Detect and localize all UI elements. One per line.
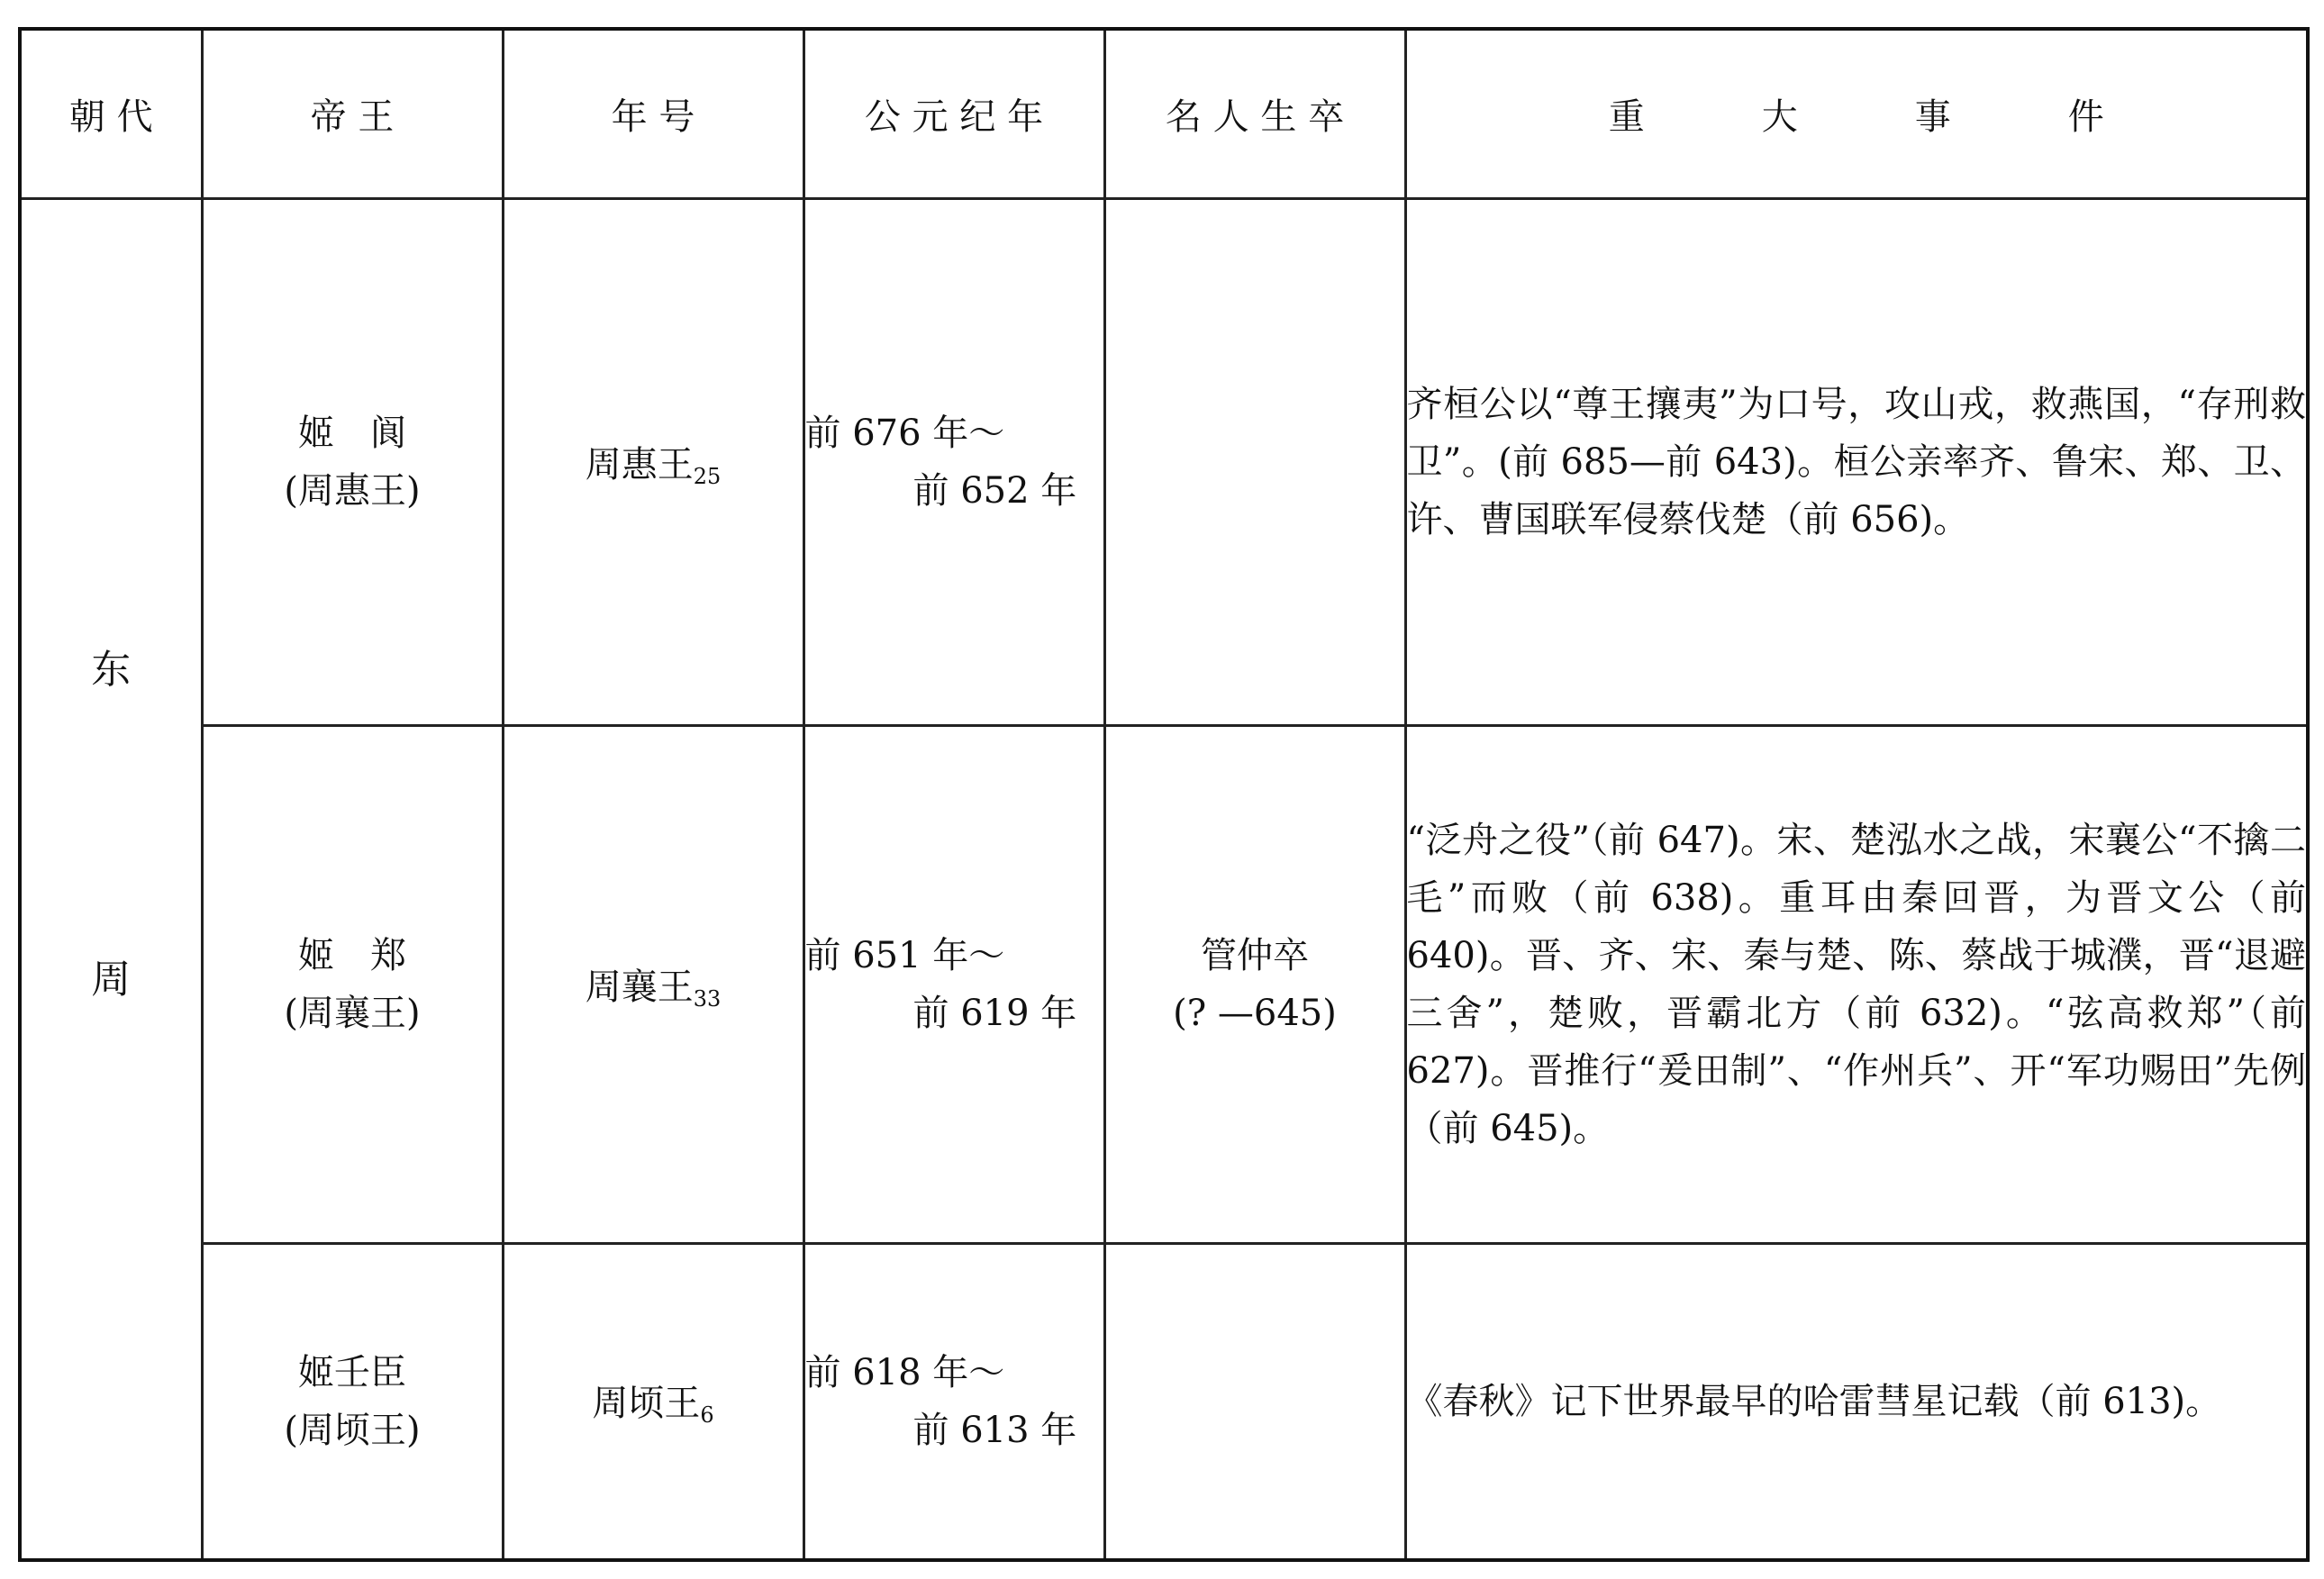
era-cell [503, 1244, 803, 1560]
dynasty-cell [20, 199, 202, 1560]
events-cell: 《春秋》记下世界最早的哈雷彗星记载（前 613)。 [1405, 1244, 2308, 1560]
dynasty-char: 东 [91, 646, 132, 693]
header-events: 重 大 事 件 [1405, 29, 2308, 199]
emperor-cell [202, 1244, 503, 1560]
era-name: 周惠王 [585, 443, 694, 485]
era-name: 周顷王 [592, 1383, 701, 1425]
year-start: 前 618 年～ [804, 1351, 1005, 1393]
era-cell [503, 726, 803, 1244]
era-cell [503, 199, 803, 726]
header-era-name: 年 号 [503, 29, 803, 199]
year-start: 前 676 年～ [804, 413, 1005, 454]
dynasty-char: 周 [91, 956, 132, 1003]
year-start: 前 651 年～ [804, 935, 1005, 976]
table-row [20, 1244, 2308, 1560]
chronology-table [18, 27, 2310, 1562]
header-emperor: 帝 王 [202, 29, 503, 199]
emperor-name: 姬 郑 [298, 935, 406, 976]
year-end: 前 652 年 [912, 470, 1077, 512]
emperor-cell [202, 199, 503, 726]
events-cell: “泛舟之役”（前 647)。宋、楚泓水之战，宋襄公“不擒二毛”而败（前 638)。重耳由秦回晋，为晋文公（前 640)。晋、齐、宋、秦与楚、陈、蔡战于城濮，晋“退避三舍”，楚败，晋霸北方（前 632)。“弦高救郑”（前 627)。晋推行“爰田制”、“作州兵”、开“军功赐田”先例（前 645)。 [1405, 726, 2308, 1244]
year-end: 前 619 年 [912, 993, 1077, 1034]
person-name: 管仲卒 [1201, 935, 1309, 976]
emperor-title: (周顷王) [284, 1409, 421, 1451]
header-row [20, 29, 2308, 199]
header-ad-year: 公 元 纪 年 [803, 29, 1104, 199]
person-cell [1104, 199, 1405, 726]
emperor-title: (周惠王) [284, 470, 421, 512]
emperor-title: (周襄王) [284, 993, 421, 1034]
era-years: 6 [700, 1402, 714, 1429]
era-years: 33 [693, 985, 722, 1012]
events-cell: 齐桓公以“尊王攘夷”为口号，攻山戎，救燕国，“存刑救卫”。(前 685—前 643)。桓公亲率齐、鲁宋、郑、卫、许、曹国联军侵蔡伐楚（前 656)。 [1405, 199, 2308, 726]
year-cell [803, 726, 1104, 1244]
header-celebrity: 名 人 生 卒 [1104, 29, 1405, 199]
emperor-name: 姬壬臣 [298, 1351, 406, 1393]
header-dynasty: 朝 代 [20, 29, 202, 199]
table-row [20, 199, 2308, 726]
era-years: 25 [693, 463, 722, 489]
year-cell [803, 199, 1104, 726]
year-end: 前 613 年 [912, 1409, 1077, 1451]
person-cell [1104, 1244, 1405, 1560]
year-cell [803, 1244, 1104, 1560]
person-dates: (? —645) [1173, 993, 1337, 1034]
person-cell [1104, 726, 1405, 1244]
emperor-cell [202, 726, 503, 1244]
era-name: 周襄王 [585, 966, 694, 1008]
emperor-name: 姬 阆 [298, 413, 406, 454]
table-row [20, 726, 2308, 1244]
